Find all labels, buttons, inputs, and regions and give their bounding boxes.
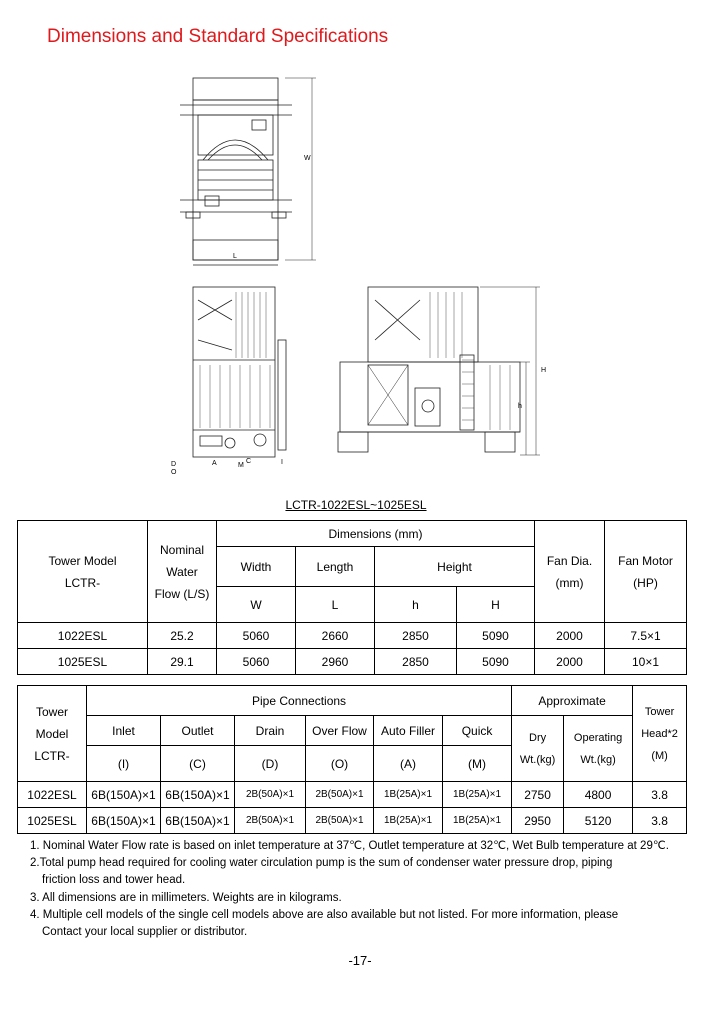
approximate-header: Approximate bbox=[512, 686, 633, 716]
note-1: 1. Nominal Water Flow rate is based on inlet temperature at 37℃, Outlet temperature at 32℃, Wet Bulb temperature at 29℃. bbox=[30, 840, 669, 852]
tower-drawings bbox=[0, 0, 720, 500]
operating-weight-header: Operating Wt.(kg) bbox=[564, 716, 633, 782]
table-row: 1025ESL 6B(150A)×1 6B(150A)×1 2B(50A)×1 2B(50A)×1 1B(25A)×1 1B(25A)×1 2950 5120 3.8 bbox=[18, 808, 687, 834]
note-2: 2.Total pump head required for cooling water circulation pump is the sum of condenser water pressure drop, piping bbox=[30, 857, 613, 870]
outlet-header: Outlet bbox=[161, 716, 235, 746]
note-2-cont: friction loss and tower head. bbox=[42, 874, 186, 887]
drain-header: Drain bbox=[235, 716, 306, 746]
page-title: Dimensions and Standard Specifications bbox=[47, 26, 389, 47]
pipe-label-d: D bbox=[171, 461, 177, 468]
side-view-drawing bbox=[338, 287, 540, 455]
top-view-drawing bbox=[180, 78, 316, 265]
inlet-code: (I) bbox=[87, 746, 161, 782]
note-4: 4. Multiple cell models of the single cell models above are also available but not listed. For more information, please bbox=[30, 908, 619, 921]
fan-dia-header: Fan Dia. (mm) bbox=[535, 521, 605, 623]
footnotes bbox=[30, 838, 669, 941]
tower-model-header-2: Tower Model LCTR- bbox=[18, 686, 87, 782]
pipe-connections-table bbox=[17, 685, 687, 834]
dimensions-header: Dimensions (mm) bbox=[217, 521, 535, 547]
auto-filler-code: (A) bbox=[374, 746, 443, 782]
overflow-code: (O) bbox=[306, 746, 374, 782]
pipe-label-a: A bbox=[212, 460, 217, 467]
front-view-drawing bbox=[193, 287, 286, 457]
dim-label-h-lower: h bbox=[518, 403, 522, 410]
table-row: 1022ESL 6B(150A)×1 6B(150A)×1 2B(50A)×1 2B(50A)×1 1B(25A)×1 1B(25A)×1 2750 4800 3.8 bbox=[18, 782, 687, 808]
height-header: Height bbox=[375, 547, 535, 587]
pipe-label-o: O bbox=[171, 469, 177, 476]
outlet-code: (C) bbox=[161, 746, 235, 782]
tower-model-header: Tower Model LCTR- bbox=[18, 521, 148, 623]
nominal-flow-header: Nominal Water Flow (L/S) bbox=[148, 521, 217, 623]
pipe-label-m: M bbox=[238, 462, 244, 469]
dim-label-w: W bbox=[304, 155, 311, 162]
tower-head-header: Tower Head*2 (M) bbox=[633, 686, 687, 782]
fan-motor-header: Fan Motor (HP) bbox=[605, 521, 687, 623]
length-header: Length bbox=[296, 547, 375, 587]
dry-weight-header: Dry Wt.(kg) bbox=[512, 716, 564, 782]
drain-code: (D) bbox=[235, 746, 306, 782]
width-header: Width bbox=[217, 547, 296, 587]
auto-filler-header: Auto Filler bbox=[374, 716, 443, 746]
quick-header: Quick bbox=[443, 716, 512, 746]
note-4-cont: Contact your local supplier or distributor. bbox=[42, 926, 248, 939]
w-header: W bbox=[217, 587, 296, 623]
dimensions-table bbox=[17, 520, 687, 675]
quick-code: (M) bbox=[443, 746, 512, 782]
dim-label-l: L bbox=[233, 253, 237, 260]
pipe-label-i: I bbox=[281, 459, 283, 466]
table-row: 1022ESL 25.2 5060 2660 2850 5090 2000 7.5×1 bbox=[18, 623, 687, 649]
note-3: 3. All dimensions are in millimeters. Weights are in kilograms. bbox=[30, 891, 342, 904]
dim-label-h-upper: H bbox=[541, 367, 547, 374]
pipe-connections-header: Pipe Connections bbox=[87, 686, 512, 716]
pipe-label-c: C bbox=[246, 458, 252, 465]
inlet-header: Inlet bbox=[87, 716, 161, 746]
l-header: L bbox=[296, 587, 375, 623]
h-upper-header: H bbox=[457, 587, 535, 623]
h-lower-header: h bbox=[375, 587, 457, 623]
drawing-caption: LCTR-1022ESL~1025ESL bbox=[285, 498, 427, 512]
page-number: -17- bbox=[348, 953, 372, 968]
overflow-header: Over Flow bbox=[306, 716, 374, 746]
table-row: 1025ESL 29.1 5060 2960 2850 5090 2000 10×1 bbox=[18, 649, 687, 675]
